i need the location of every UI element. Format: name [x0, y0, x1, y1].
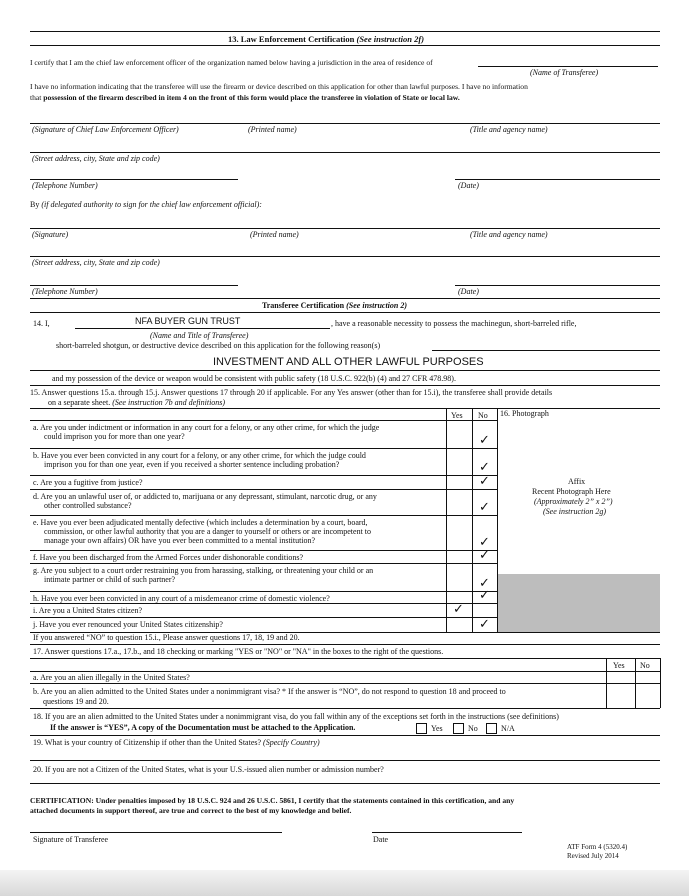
form-revision: Revised July 2014 — [567, 852, 619, 860]
q18-na-checkbox[interactable] — [486, 723, 497, 734]
telephone-line[interactable] — [30, 179, 238, 180]
certify-text: I certify that I am the chief law enforcement officer of the organization named below having a jurisdiction in the area of residence of — [30, 58, 433, 67]
q14-line-2: short-barreled shotgun, or destructive device described on this application for the following reason(s) — [56, 341, 381, 350]
q19-text: 19. What is your country of Citizenship if other than the United States? (Specify Country) — [33, 738, 320, 747]
reason-value[interactable]: INVESTMENT AND ALL OTHER LAWFUL PURPOSES — [213, 356, 484, 368]
name-title-transferee-label: (Name and Title of Transferee) — [150, 331, 249, 340]
q18-rule — [30, 735, 660, 736]
telephone-label: (Telephone Number) — [32, 181, 98, 190]
question-text: g. Are you subject to a court order restraining you from harassing, stalking, or threatening your child or an — [33, 566, 374, 575]
q17-no-header: No — [640, 661, 650, 670]
question-text: a. Are you under indictment or information in any court for a felony, or any other crime, for which the judge — [33, 423, 380, 432]
transferee-date-line[interactable] — [372, 832, 522, 833]
question-row-rule — [30, 591, 497, 592]
question-text: imprison you for than one year, even if you received a shorter sentence including probation? — [44, 460, 340, 469]
q15-line-1: 15. Answer questions 15.a. through 15.j. Answer questions 17 through 20 if applicable. For any Yes answer (other than for 15.i), the transferee shall provide details — [30, 388, 553, 397]
no-checkmark[interactable]: ✓ — [479, 500, 490, 515]
transferee-name-line[interactable] — [478, 66, 658, 67]
q18-yes-label: Yes — [431, 724, 443, 733]
q20-text: 20. If you are not a Citizen of the United States, what is your U.S.-issued alien number or admission number? — [33, 765, 384, 774]
certification-line-1: CERTIFICATION: Under penalties imposed by 18 U.S.C. 924 and 26 U.S.C. 5861, I certify that the statements contained in this certification, and any — [30, 796, 515, 805]
cleo-signature-label: (Signature of Chief Law Enforcement Officer) — [32, 125, 179, 134]
date-label: (Date) — [458, 181, 479, 190]
q14-after-name: , have a reasonable necessity to possess the machinegun, short-barreled rifle, — [331, 319, 577, 328]
no-checkmark[interactable]: ✓ — [479, 535, 490, 550]
delegate-date-line[interactable] — [455, 285, 660, 286]
top-rule — [30, 31, 660, 32]
delegate-printed-name-label: (Printed name) — [250, 230, 299, 239]
q18-yes-checkbox[interactable] — [416, 723, 427, 734]
question-row-rule — [30, 563, 497, 564]
question-text: manage your own affairs) OR have you ever been committed to a mental institution? — [44, 536, 316, 545]
photo-instruction-label: (See instruction 2g) — [543, 507, 607, 516]
q17b-line-1: b. Are you an alien admitted to the United States under a nonimmigrant visa? * If the answer is “NO”, do not respond to question 18 and proceed to — [33, 687, 506, 696]
question-row-rule — [30, 448, 497, 449]
question-row-rule — [30, 515, 497, 516]
q17-rule — [30, 658, 660, 659]
transferee-cert-title: Transferee Certification (See instruction 2) — [262, 301, 408, 310]
delegate-title-agency-label: (Title and agency name) — [470, 230, 548, 239]
question-text: d. Are you an unlawful user of, or addicted to, marijuana or any depressant, stimulant, narcotic drug, or any — [33, 492, 377, 501]
question-text: e. Have you ever been adjudicated mentally defective (which includes a determination by a court, board, — [33, 518, 368, 527]
transferee-title-rule-bottom — [30, 312, 660, 313]
reason-line-2 — [30, 370, 660, 371]
question-text: could imprison you for more than one year? — [44, 432, 185, 441]
photo-size-label: (Approximately 2” x 2”) — [534, 497, 613, 506]
question-text: commission, or other lawful authority that you are a danger to yourself or others or are incompetent to — [44, 527, 372, 536]
q17-text: 17. Answer questions 17.a., 17.b., and 18 checking or marking "YES or "NO" or "NA" in the boxes to the right of the questions. — [33, 647, 444, 656]
recent-photo-label: Recent Photograph Here — [532, 487, 611, 496]
if-no-rule — [30, 644, 660, 645]
header-row-rule — [30, 420, 497, 421]
street-address-line[interactable] — [30, 152, 660, 153]
transferee-name-field-line — [75, 328, 330, 329]
question-text: intimate partner or child of such partner? — [44, 575, 176, 584]
question-text: f. Have you been discharged from the Armed Forces under dishonorable conditions? — [33, 553, 303, 562]
delegate-telephone-label: (Telephone Number) — [32, 287, 98, 296]
photo-label: 16. Photograph — [500, 409, 549, 418]
cleo-signature-line[interactable] — [30, 123, 660, 124]
q17-yes-header: Yes — [613, 661, 625, 670]
yes-col-left — [446, 408, 447, 632]
q18-line-2: If the answer is “YES”, A copy of the Documentation must be attached to the Application. — [50, 723, 356, 732]
no-checkmark[interactable]: ✓ — [479, 576, 490, 591]
transferee-name-value[interactable]: NFA BUYER GUN TRUST — [135, 316, 241, 326]
q17b-line-2: questions 19 and 20. — [43, 697, 109, 706]
delegate-date-label: (Date) — [458, 287, 479, 296]
yes-no-divider — [472, 408, 473, 632]
no-checkmark[interactable]: ✓ — [479, 433, 490, 448]
question-text: j. Have you ever renounced your United States citizenship? — [33, 620, 223, 629]
q14-line-3: and my possession of the device or weapon would be consistent with public safety (18 U.S.C. 922(b) (4) and 27 CFR 478.98). — [52, 374, 456, 383]
if-no-text: If you answered “NO” to question 15.i., Please answer questions 17, 18, 19 and 20. — [33, 633, 300, 642]
delegate-telephone-line[interactable] — [30, 285, 238, 286]
affix-label: Affix — [568, 477, 586, 486]
q20-answer-line[interactable] — [30, 783, 660, 784]
question-row-rule — [30, 603, 497, 604]
q19-answer-line[interactable] — [30, 760, 660, 761]
no-header: No — [478, 411, 488, 420]
page-bottom-shadow — [0, 870, 689, 896]
no-checkmark[interactable]: ✓ — [479, 617, 490, 632]
q18-na-label: N/A — [501, 724, 515, 733]
title-agency-label: (Title and agency name) — [470, 125, 548, 134]
signature-of-transferee-label: Signature of Transferee — [33, 835, 109, 844]
q15-line-2: on a separate sheet. (See instruction 7b and definitions) — [48, 398, 226, 407]
question-row-rule — [30, 489, 497, 490]
question-row-rule — [30, 617, 497, 618]
q18-no-checkbox[interactable] — [453, 723, 464, 734]
section13-title: 13. Law Enforcement Certification (See instruction 2f) — [228, 34, 425, 44]
no-checkmark[interactable]: ✓ — [479, 474, 490, 489]
transferee-date-label: Date — [373, 835, 389, 844]
question-text: i. Are you a United States citizen? — [33, 606, 143, 615]
delegated-authority-text: By (if delegated authority to sign for the chief law enforcement official): — [30, 200, 262, 209]
yes-header: Yes — [451, 411, 463, 420]
table-top-rule — [30, 408, 660, 409]
delegate-street-line[interactable] — [30, 256, 660, 257]
delegate-signature-line[interactable] — [30, 228, 660, 229]
q17-header-rule — [30, 671, 660, 672]
question-row-rule — [30, 475, 497, 476]
certification-line-2: attached documents in support thereof, are true and correct to the best of my knowledge and belief. — [30, 806, 352, 815]
question-row-rule — [30, 550, 497, 551]
transferee-title-rule-top — [30, 298, 660, 299]
q18-line-1: 18. If you are an alien admitted to the United States under a nonimmigrant visa, do you fall within any of the exceptions set forth in the instructions (see definitions) — [33, 712, 559, 721]
q17a-rule — [30, 683, 660, 684]
info-line-2: that possession of the firearm described in item 4 on the front of this form would place the transferee in violation of State or local law. — [30, 93, 460, 102]
printed-name-label: (Printed name) — [248, 125, 297, 134]
yes-checkmark[interactable]: ✓ — [453, 602, 464, 617]
section13-title-rule — [30, 45, 660, 46]
name-of-transferee-label: (Name of Transferee) — [530, 68, 599, 77]
no-checkmark[interactable]: ✓ — [479, 548, 490, 563]
q15-top-rule — [30, 385, 660, 386]
q17a-text: a. Are you an alien illegally in the United States? — [33, 673, 190, 682]
transferee-signature-line[interactable] — [30, 832, 282, 833]
street-address-label: (Street address, city, State and zip code) — [32, 154, 160, 163]
question-text: b. Have you ever been convicted in any court for a felony, or any other crime, for which the judge could — [33, 451, 366, 460]
question-text: other controlled substance? — [44, 501, 132, 510]
no-checkmark[interactable]: ✓ — [479, 460, 490, 475]
q14-number: 14. I, — [33, 319, 50, 328]
no-checkmark[interactable]: ✓ — [479, 588, 490, 603]
question-text: c. Are you a fugitive from justice? — [33, 478, 143, 487]
form-number: ATF Form 4 (5320.4) — [567, 843, 628, 851]
delegate-street-label: (Street address, city, State and zip code) — [32, 258, 160, 267]
question-text: h. Have you ever been convicted in any court of a misdemeanor crime of domestic violence? — [33, 594, 330, 603]
info-line-1: I have no information indicating that the transferee will use the firearm or device described on this application for other than lawful purposes. I have no information — [30, 82, 528, 91]
delegate-signature-label: (Signature) — [32, 230, 69, 239]
q18-no-label: No — [468, 724, 478, 733]
q17b-rule — [30, 708, 660, 709]
reason-line-1 — [432, 350, 660, 351]
q17-no-col-right — [660, 658, 661, 708]
photo-shaded-area — [498, 574, 660, 632]
date-line[interactable] — [455, 179, 660, 180]
